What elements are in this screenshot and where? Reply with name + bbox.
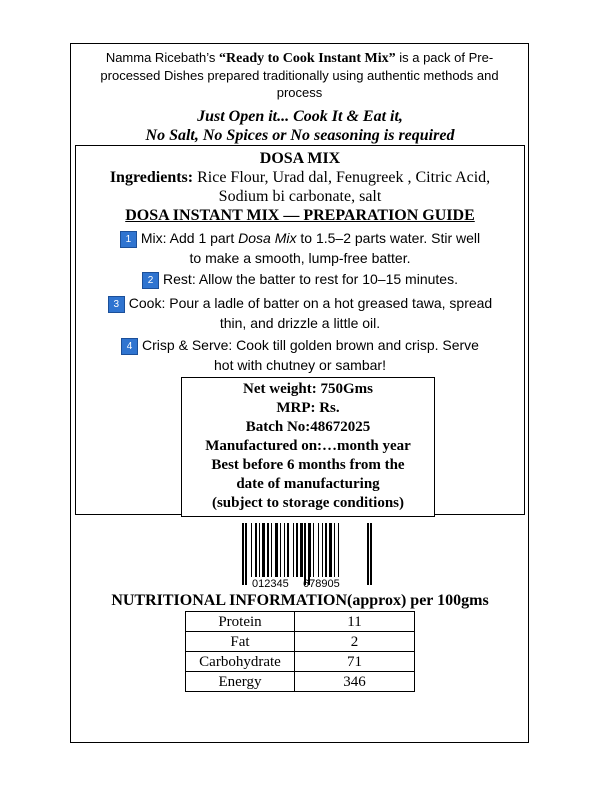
best-before-1: Best before 6 months from the (211, 457, 405, 473)
nutrient-value: 71 (295, 652, 415, 672)
ingredients-list-1: Rice Flour, Urad dal, Fenugreek , Citric Acid, (197, 169, 491, 186)
nutrient-value: 346 (295, 672, 415, 692)
step-4-text: Crisp & Serve: Cook till golden brown and crisp. Serve (142, 337, 479, 353)
ingredients-label: Ingredients: (109, 169, 194, 186)
batch-number: Batch No:48672025 (245, 419, 371, 435)
intro-description-2: processed Dishes prepared traditionally using authentic methods and (100, 68, 499, 83)
nutrient-value: 2 (295, 632, 415, 652)
tagline-line-1: Just Open it... Cook It & Eat it, (197, 108, 403, 125)
ingredients-line-2: Sodium bi carbonate, salt (218, 188, 382, 205)
step-3-text: Cook: Pour a ladle of batter on a hot greased tawa, spread (128, 295, 493, 311)
best-before-2: date of manufacturing (236, 476, 380, 492)
nutrient-label: Carbohydrate (186, 652, 295, 672)
product-name: DOSA MIX (259, 150, 341, 167)
table-row (186, 612, 415, 632)
table-row (186, 632, 415, 652)
tagline-line-2: No Salt, No Spices or No seasoning is required (145, 127, 455, 144)
nutrient-value: 11 (295, 612, 415, 632)
step-1-text-a: Mix: Add 1 part (140, 230, 239, 246)
storage-note: (subject to storage conditions) (211, 495, 405, 511)
step-3-badge: 3 (108, 296, 125, 313)
net-weight: Net weight: 750Gms (243, 381, 373, 397)
step-2-badge: 2 (142, 272, 159, 289)
nutrient-label: Protein (186, 612, 295, 632)
step-3-line-2: thin, and drizzle a little oil. (219, 315, 381, 331)
nutrient-label: Energy (186, 672, 295, 692)
preparation-guide-heading: DOSA INSTANT MIX — PREPARATION GUIDE (125, 207, 475, 224)
step-1-product-name: Dosa Mix (238, 230, 297, 246)
intro-description-3: process (276, 85, 323, 100)
barcode-right-digits: 678905 (303, 578, 340, 590)
manufactured-on: Manufactured on:…month year (205, 438, 411, 454)
step-2-line-1 (80, 269, 520, 289)
nutrition-title: NUTRITIONAL INFORMATION(approx) per 100gms (111, 592, 489, 609)
barcode-left-digits: 012345 (252, 578, 289, 590)
ingredients-line-1 (76, 168, 524, 188)
table-row (186, 672, 415, 692)
step-1-line-2: to make a smooth, lump-free batter. (189, 250, 411, 266)
nutrient-label: Fat (186, 632, 295, 652)
step-1-badge: 1 (120, 231, 137, 248)
step-4-line-1 (80, 335, 520, 355)
step-1-line-1 (80, 228, 520, 248)
nutrition-table (185, 611, 415, 692)
mrp: MRP: Rs. (276, 400, 340, 416)
product-quote: “Ready to Cook Instant Mix” (219, 51, 396, 66)
table-row (186, 652, 415, 672)
step-4-badge: 4 (121, 338, 138, 355)
step-4-line-2: hot with chutney or sambar! (214, 357, 386, 373)
step-2-text: Rest: Allow the batter to rest for 10–15 minutes. (163, 271, 458, 287)
step-1-text-b: to 1.5–2 parts water. Stir well (296, 230, 481, 246)
intro-description-1: is a pack of Pre- (399, 50, 494, 65)
step-3-line-1 (80, 293, 520, 313)
brand-name: Namma Ricebath’s (105, 50, 216, 65)
intro-text (78, 49, 521, 101)
